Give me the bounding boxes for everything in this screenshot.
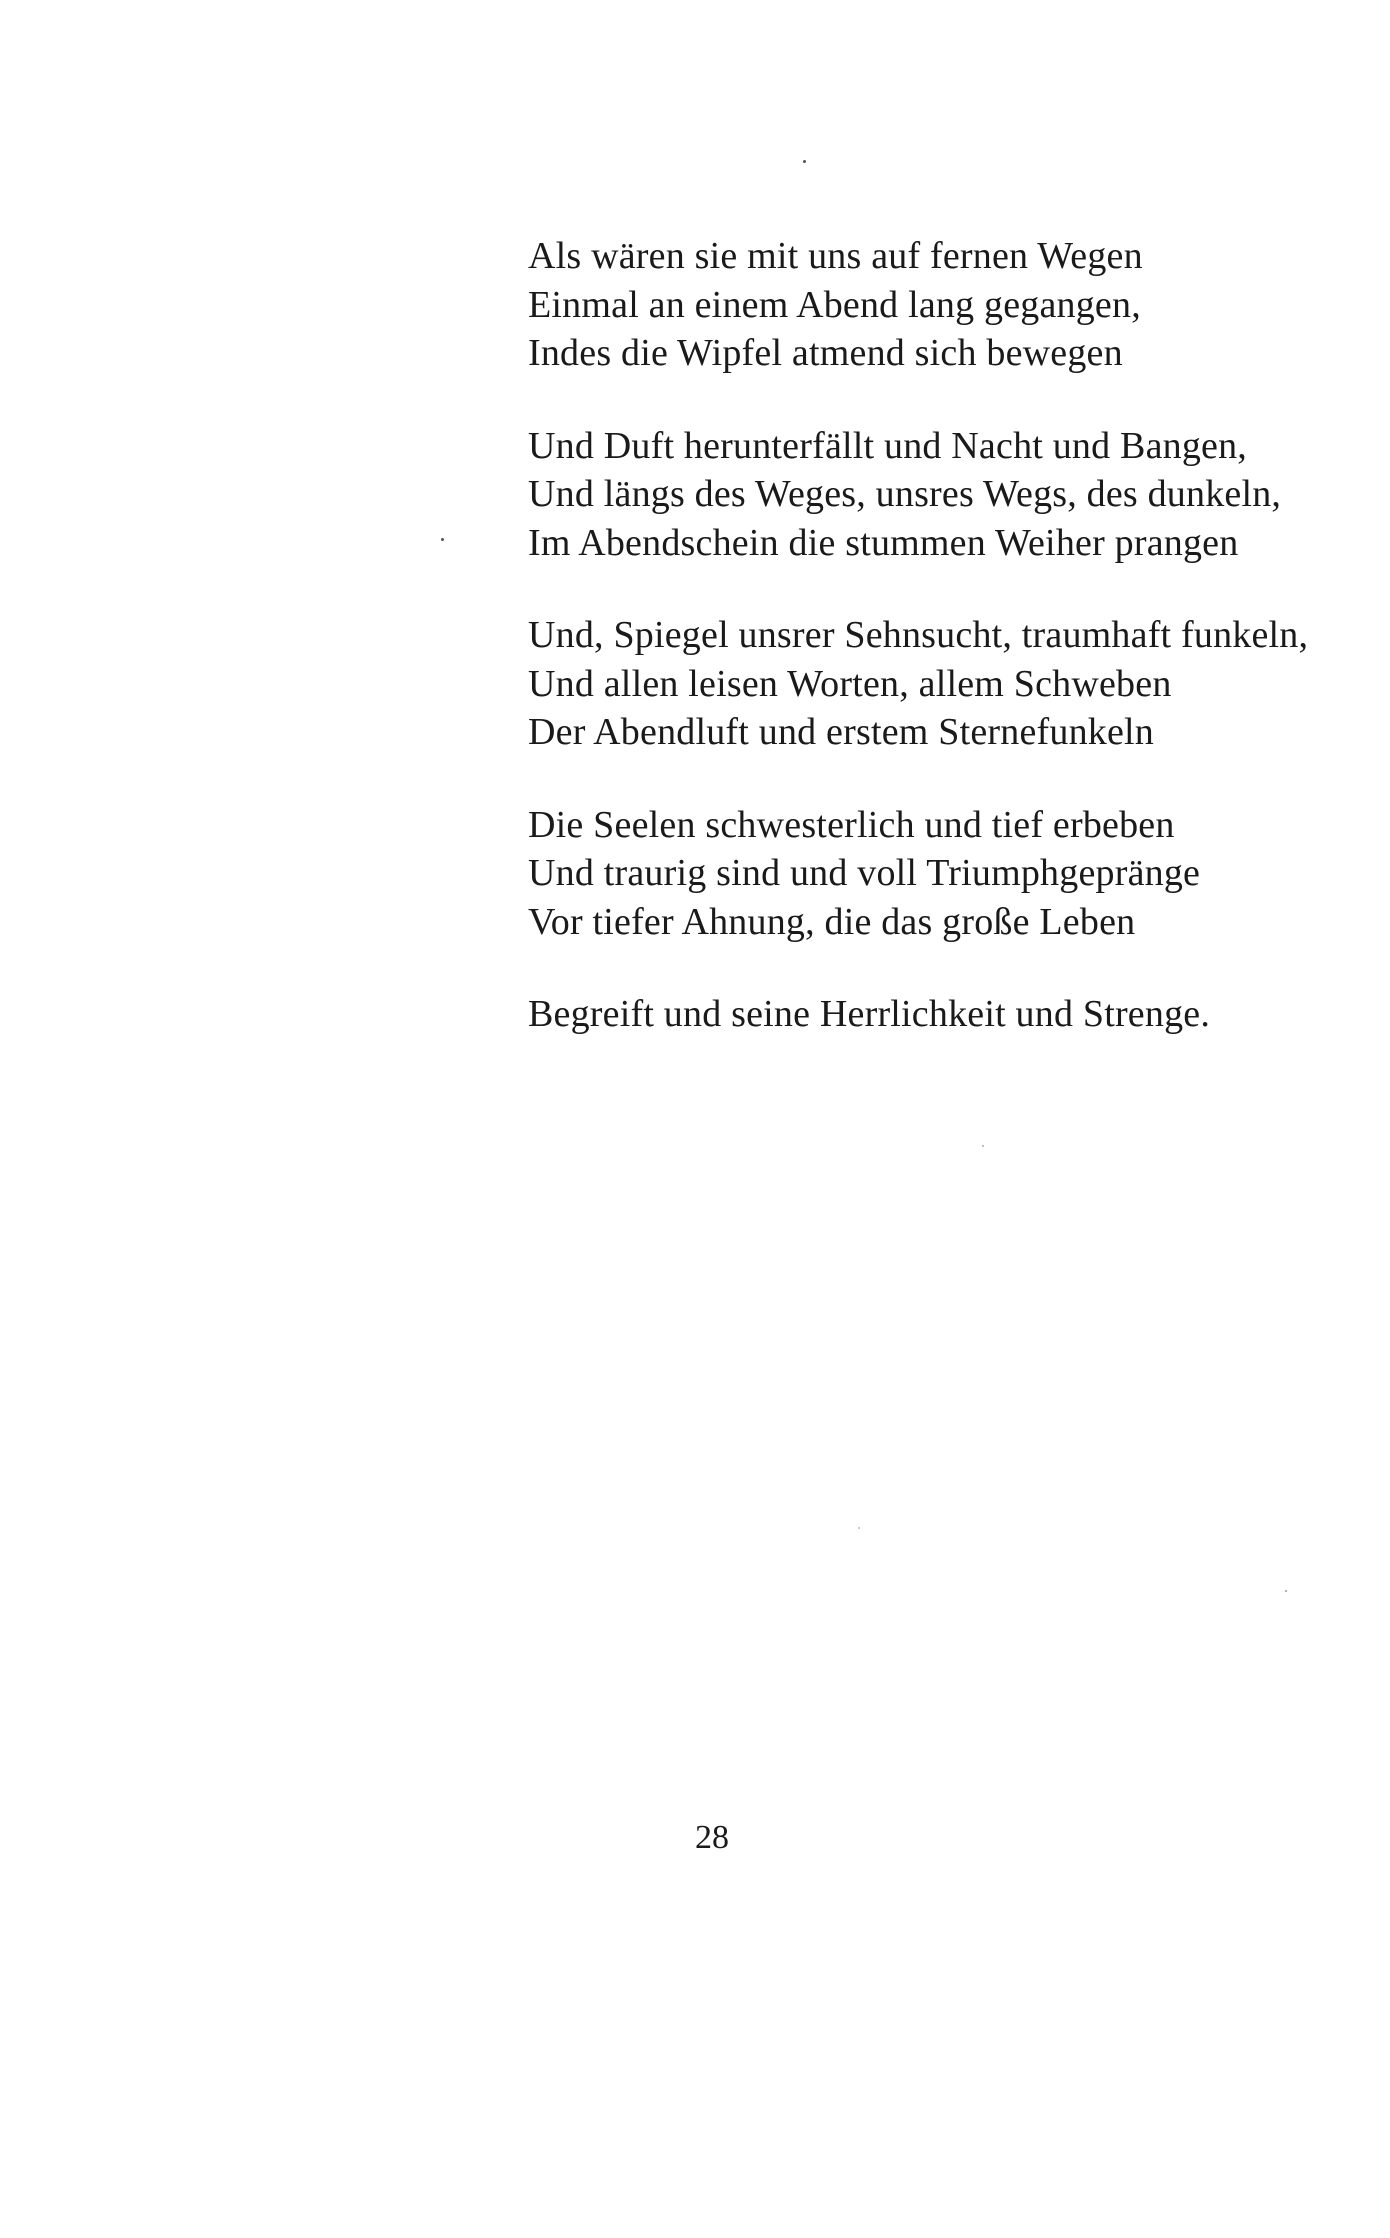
stanza-2 [528, 422, 1348, 568]
poem-line: Und Duft herunterfällt und Nacht und Bangen, [528, 424, 1247, 467]
poem-line: Im Abendschein die stummen Weiher prangen [528, 521, 1239, 564]
poem-line: Die Seelen schwesterlich und tief erbeben [528, 803, 1175, 846]
scan-speck [803, 160, 806, 163]
scan-speck [1285, 1590, 1287, 1592]
stanza-4 [528, 801, 1348, 947]
poem-line: Begreift und seine Herrlichkeit und Strenge. [528, 993, 1211, 1035]
poem-line: Und längs des Weges, unsres Wegs, des dunkeln, [528, 473, 1282, 515]
page-number: 28 [695, 1819, 729, 1856]
scan-speck [982, 1145, 984, 1147]
poem-line: Und traurig sind und voll Triumphgepränge [528, 852, 1201, 894]
poem-line: Und allen leisen Worten, allem Schweben [528, 662, 1172, 705]
stanza-3 [528, 611, 1348, 757]
scan-speck [858, 1527, 860, 1529]
poem-line: Indes die Wipfel atmend sich bewegen [528, 332, 1123, 374]
poem [528, 232, 1348, 1083]
scan-speck [441, 538, 444, 541]
stanza-5 [528, 990, 1348, 1039]
poem-line: Als wären sie mit uns auf fernen Wegen [528, 235, 1143, 277]
poem-line: Und, Spiegel unsrer Sehnsucht, traumhaft funkeln, [528, 614, 1309, 656]
poem-line: Der Abendluft und erstem Sternefunkeln [528, 711, 1154, 753]
poem-line: Einmal an einem Abend lang gegangen, [528, 283, 1141, 326]
stanza-1 [528, 232, 1348, 378]
poem-line: Vor tiefer Ahnung, die das große Leben [528, 900, 1136, 943]
